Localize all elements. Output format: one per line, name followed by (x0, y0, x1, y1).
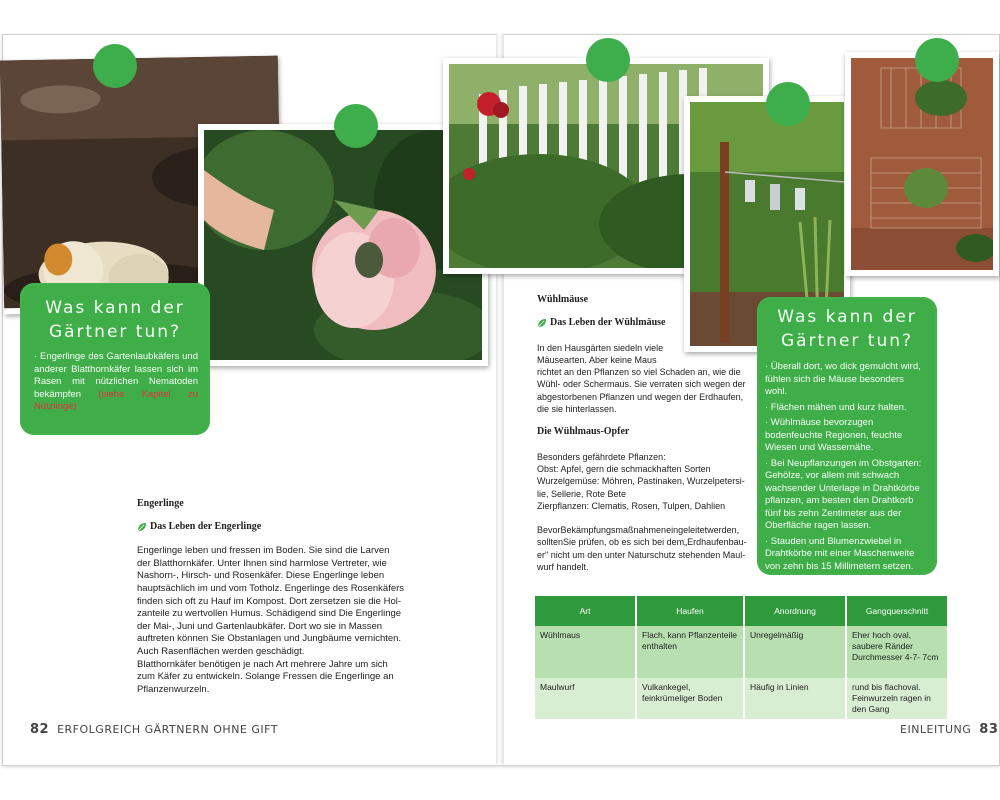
tip-box-left (20, 283, 210, 435)
paragraph: In den Hausgärten siedeln viele Mäusearten. Aber keine Maus richtet an den Pflanzen so viel Schaden an, wie die Wühl- oder Schermaus. Sie verraten sich wegen der abgestorbenen Pflanzen und wegen der Erdhaufen, die sie hinterlassen. (537, 342, 746, 415)
table-cell: Eher hoch oval, saubere Ränder Durchmesser 4-7- 7cm (846, 626, 948, 678)
table-cell: Flach, kann Pflanzenteile enthalten (636, 626, 744, 678)
decor-dot (334, 104, 378, 148)
comparison-table (535, 596, 949, 719)
left-article (137, 498, 407, 696)
table-cell: Maulwurf (535, 678, 636, 719)
table-header: Anordnung (744, 596, 846, 626)
section-heading: Wühlmäuse (537, 294, 589, 305)
section-subheading: Die Wühlmaus-Opfer (537, 426, 630, 438)
tip-box-text: · Überall dort, wo dick gemulcht wird, fühlen sich die Mäuse besonders wohl. · Flächen mähen und kurz halten. · Wühlmäuse bevorzugen bodenfeuchte Regionen, feuchte Wiesen und Wassernähe. · Bei Neupflanzungen im Obstgarten: Gehölze, vor allem mit schwach wachsender Unterlage in Drahtkörbe pflanzen, am besten den Drahtkorb fünf bis zehn Zentimeter aus der Oberfläche ragen lassen. · Stauden und Blumenzwiebel in Drahtkörbe mit einer Maschenweite von zehn bis 15 Millimetern setzen. (765, 361, 922, 572)
tip-box-text: · Engerlinge des Gartenlaubkäfers und anderer Blatthornkäfer lassen sich im Rasen mit nützlichen Nematoden bekämpfen (siehe Kapitel zu Nützlinge) (34, 351, 198, 412)
decor-dot (586, 38, 630, 82)
table-cell: Häufig in Linien (744, 678, 846, 719)
tip-box-title: Was kann der Gärtner tun? (777, 307, 917, 351)
decor-dot (915, 38, 959, 82)
paragraph: BevorBekämpfungsmaßnahmeneingeleitetwerden, solltenSie prüfen, ob es sich bei dem„Erdhaufenbau- er" nicht um den unter Naturschutz stehenden Maul- wurf handelt. (537, 525, 747, 573)
decor-dot (93, 44, 137, 88)
section-heading: Engerlinge (137, 498, 184, 509)
table-row (535, 626, 948, 678)
section-subheading: Das Leben der Engerlinge (137, 521, 407, 534)
paragraph: Engerlinge leben und fressen im Boden. Sie sind die Larven der Blatthornkäfer. Unter Ihnen sind harmlose Vertreter, wie Nashorn-, Hirsch- und Rosenkäfer. Diese Engerlinge leben hauptsächlich im und vom Totholz. Engerlinge des Rosenkäfers finden sich oft zu Hauf im Kompost. Dort zersetzen sie die Hol- zanteile zu wertvollen Humus. Schädigend sind Die Engerlinge der Mai-, Juni und Gartenlaubkäfer. Dort wo sie in Massen auftreten können Sie Obstanlagen und Jungbäume vernichten. Auch Rasenflächen werden geschädigt. Blatthornkäfer benötigen je nach Art mehrere Jahre um sich zum Käfer zu entwickeln. Solange Fressen die Engerlinge an Pflanzenwurzeln. (137, 545, 405, 695)
table-header: Gangquerschnitt (846, 596, 948, 626)
table-header: Art (535, 596, 636, 626)
decor-dot (766, 82, 810, 126)
right-article (537, 294, 757, 573)
table-cell: Unregelmäßig (744, 626, 846, 678)
table-cell: Vulkankegel, feinkrümeliger Boden (636, 678, 744, 719)
table-row (535, 678, 948, 719)
section-subheading: Das Leben der Wühlmäuse (537, 317, 757, 329)
folio-left: 82 ERFOLGREICH GÄRTNERN OHNE GIFT (30, 722, 278, 737)
folio-right: EINLEITUNG 83 (900, 722, 999, 737)
tip-box-title: Was kann der Gärtner tun? (45, 298, 185, 342)
tip-box-right (757, 297, 937, 575)
wire-basket-photo (845, 52, 999, 276)
table-header-row (535, 596, 948, 626)
chapter-reference-link[interactable]: (siehe Kapitel zu Nützlinge) (34, 388, 198, 412)
leaf-icon (137, 522, 147, 532)
paragraph: Besonders gefährdete Pflanzen: Obst: Apfel, gern die schmackhaften Sorten Wurzelgemüse: Möhren, Pastinaken, Wurzelpetersi- lie, Sellerie, Rote Bete Zierpflanzen: Clematis, Rosen, Tulpen, Dahlien (537, 451, 745, 511)
table-header: Haufen (636, 596, 744, 626)
table-cell: Wühlmaus (535, 626, 636, 678)
leaf-icon (537, 318, 547, 328)
table-cell: rund bis flachoval. Feinwurzeln ragen in den Gang (846, 678, 948, 719)
